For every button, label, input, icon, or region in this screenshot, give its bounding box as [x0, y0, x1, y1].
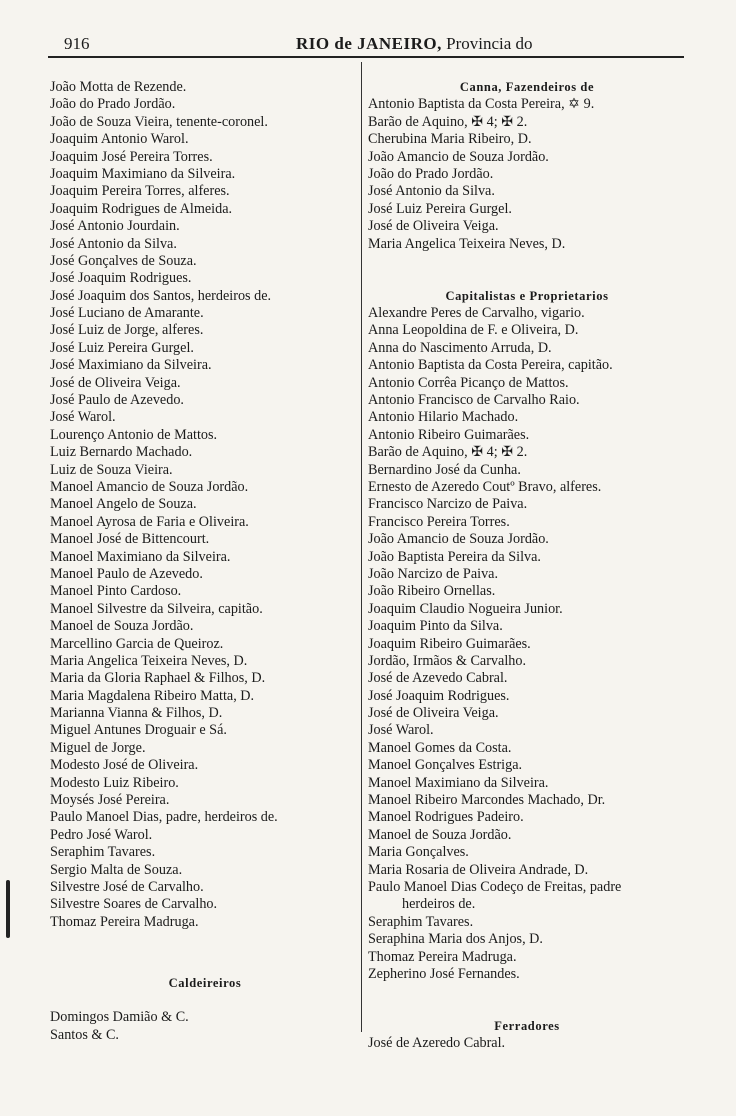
header-rule [48, 56, 684, 58]
spacer [368, 983, 686, 1000]
directory-entry: Marcellino Garcia de Queiroz. [50, 635, 224, 652]
spacer [50, 931, 360, 957]
directory-entry: Manoel Maximiano da Silveira. [50, 548, 231, 565]
directory-entry: José Warol. [50, 409, 116, 426]
directory-entry: Paulo Manoel Dias Codeço de Freitas, padre [368, 878, 622, 895]
directory-entry: José Luiz de Jorge, alferes. [50, 322, 204, 339]
directory-entry: José de Oliveira Veiga. [368, 705, 499, 722]
directory-entry: Silvestre Soares de Carvalho. [50, 896, 218, 913]
directory-entry: Modesto Luiz Ribeiro. [50, 774, 179, 791]
directory-entry: Joaquim Maximiano da Silveira. [50, 165, 236, 182]
directory-entry: Manoel Gomes da Costa. [368, 739, 512, 756]
directory-entry: Seraphim Tavares. [50, 844, 156, 861]
directory-entry: João Baptista Pereira da Silva. [368, 548, 541, 565]
directory-entry: Seraphim Tavares. [368, 913, 474, 930]
directory-entry: Joaquim Rodrigues de Almeida. [50, 200, 233, 217]
page-title [296, 34, 533, 54]
directory-entry: Lourenço Antonio de Mattos. [50, 426, 218, 443]
directory-entry: Barão de Aquino, ✠ 4; ✠ 2. [368, 113, 528, 130]
directory-entry: Cherubina Maria Ribeiro, D. [368, 131, 532, 148]
directory-entry: Manoel José de Bittencourt. [50, 531, 210, 548]
directory-entry: Luiz de Souza Vieira. [50, 461, 173, 478]
directory-entry: José Paulo de Azevedo. [50, 392, 184, 409]
directory-entry: José Joaquim dos Santos, herdeiros de. [50, 287, 272, 304]
directory-entry: João do Prado Jordão. [50, 96, 176, 113]
directory-entry: José Antonio da Silva. [368, 183, 495, 200]
directory-entry: Maria Rosaria de Oliveira Andrade, D. [368, 861, 589, 878]
directory-entry: João Narcizo de Paiva. [368, 565, 499, 582]
directory-entry: Jordão, Irmãos & Carvalho. [368, 652, 526, 669]
directory-entry: Anna Leopoldina de F. e Oliveira, D. [368, 322, 579, 339]
directory-entry: Paulo Manoel Dias, padre, herdeiros de. [50, 809, 278, 826]
directory-entry: Manoel de Souza Jordão. [368, 826, 512, 843]
left-column [50, 79, 360, 1044]
directory-entry: Maria Magdalena Ribeiro Matta, D. [50, 687, 255, 704]
directory-entry: José de Oliveira Veiga. [50, 374, 181, 391]
directory-entry: João do Prado Jordão. [368, 165, 494, 182]
title-city: RIO de JANEIRO, [296, 34, 442, 53]
directory-entry: José Luciano de Amarante. [50, 305, 204, 322]
directory-entry: João de Souza Vieira, tenente-coronel. [50, 113, 268, 130]
directory-entry: Francisco Narcizo de Paiva. [368, 496, 528, 513]
directory-entry: Antonio Francisco de Carvalho Raio. [368, 392, 580, 409]
directory-entry: Manoel Pinto Cardoso. [50, 583, 182, 600]
directory-entry: Miguel Antunes Droguair e Sá. [50, 722, 227, 739]
directory-entry: Manoel Gonçalves Estriga. [368, 757, 523, 774]
directory-entry: Joaquim Pereira Torres, alferes. [50, 183, 230, 200]
directory-entry: Joaquim Claudio Nogueira Junior. [368, 600, 563, 617]
spacer [50, 957, 360, 974]
directory-entry: Modesto José de Oliveira. [50, 757, 199, 774]
directory-entry: José Joaquim Rodrigues. [50, 270, 192, 287]
directory-entry: Francisco Pereira Torres. [368, 513, 510, 530]
spacer [368, 1001, 686, 1018]
section-heading: Capitalistas e Proprietarios [445, 288, 609, 303]
directory-entry: Domingos Damião & C. [50, 1009, 189, 1026]
directory-entry: José Antonio Jourdain. [50, 218, 180, 235]
directory-entry: Santos & C. [50, 1026, 119, 1043]
spacer [50, 992, 360, 1009]
directory-entry: Antonio Baptista da Costa Pereira, capitão. [368, 357, 613, 374]
directory-entry: Maria Angelica Teixeira Neves, D. [50, 652, 248, 669]
directory-entry: Manoel Ribeiro Marcondes Machado, Dr. [368, 792, 606, 809]
page-number: 916 [64, 34, 90, 53]
section-heading: Caldeireiros [168, 975, 242, 990]
directory-entry: João Ribeiro Ornellas. [368, 583, 496, 600]
directory-entry: José Gonçalves de Souza. [50, 252, 197, 269]
directory-entry: Silvestre José de Carvalho. [50, 878, 204, 895]
directory-entry: Joaquim Pinto da Silva. [368, 618, 503, 635]
directory-entry: José de Oliveira Veiga. [368, 218, 499, 235]
directory-entry: Miguel de Jorge. [50, 739, 146, 756]
directory-entry: Seraphina Maria dos Anjos, D. [368, 931, 543, 948]
directory-entry: José Luiz Pereira Gurgel. [368, 200, 512, 217]
directory-entry: Manoel Amancio de Souza Jordão. [50, 478, 249, 495]
directory-entry: Luiz Bernardo Machado. [50, 444, 193, 461]
directory-entry: José Joaquim Rodrigues. [368, 687, 510, 704]
directory-entry: João Amancio de Souza Jordão. [368, 148, 549, 165]
directory-entry: João Amancio de Souza Jordão. [368, 531, 549, 548]
directory-entry: Maria Gonçalves. [368, 844, 469, 861]
page-header [48, 28, 684, 52]
title-province: Provincia do [446, 34, 533, 53]
directory-entry: Antonio Hilario Machado. [368, 409, 519, 426]
directory-entry: Manoel Silvestre da Silveira, capitão. [50, 600, 263, 617]
directory-entry: Manoel Paulo de Azevedo. [50, 565, 203, 582]
directory-entry: José de Azevedo Cabral. [368, 670, 508, 687]
directory-entry: Joaquim Antonio Warol. [50, 131, 189, 148]
directory-entry: Pedro José Warol. [50, 826, 153, 843]
spacer [368, 253, 686, 270]
directory-entry: Manoel Angelo de Souza. [50, 496, 197, 513]
directory-entry: Maria Angelica Teixeira Neves, D. [368, 235, 566, 252]
directory-entry: José de Azeredo Cabral. [368, 1035, 506, 1052]
directory-entry: Joaquim José Pereira Torres. [50, 148, 213, 165]
directory-entry: Zepherino José Fernandes. [368, 965, 520, 982]
directory-entry: Sergio Malta de Souza. [50, 861, 183, 878]
directory-entry: José Warol. [368, 722, 434, 739]
directory-entry: Ernesto de Azeredo Coutº Bravo, alferes. [368, 478, 602, 495]
directory-entry: José Antonio da Silva. [50, 235, 177, 252]
column-divider [361, 62, 362, 1032]
directory-entry: Moysés José Pereira. [50, 792, 170, 809]
directory-entry: José Luiz Pereira Gurgel. [50, 339, 194, 356]
directory-entry: Manoel Rodrigues Padeiro. [368, 809, 524, 826]
directory-entry: Antonio Ribeiro Guimarães. [368, 426, 530, 443]
directory-entry: Manoel de Souza Jordão. [50, 618, 194, 635]
margin-ink-mark [6, 880, 10, 938]
right-column [368, 79, 686, 1053]
directory-entry: Manoel Ayrosa de Faria e Oliveira. [50, 513, 249, 530]
directory-entry: Maria da Gloria Raphael & Filhos, D. [50, 670, 266, 687]
directory-entry: Thomaz Pereira Madruga. [50, 913, 199, 930]
directory-entry: Thomaz Pereira Madruga. [368, 948, 517, 965]
directory-entry: Antonio Baptista da Costa Pereira, ✡ 9. [368, 96, 595, 113]
directory-entry: Marianna Vianna & Filhos, D. [50, 705, 223, 722]
directory-entry: Bernardino José da Cunha. [368, 461, 521, 478]
directory-entry: Alexandre Peres de Carvalho, vigario. [368, 305, 585, 322]
directory-entry: João Motta de Rezende. [50, 79, 187, 95]
section-heading: Ferradores [494, 1019, 560, 1034]
section-heading: Canna, Fazendeiros de [459, 80, 595, 94]
directory-entry: Antonio Corrêa Picanço de Mattos. [368, 374, 569, 391]
directory-entry: José Maximiano da Silveira. [50, 357, 212, 374]
directory-entry: Barão de Aquino, ✠ 4; ✠ 2. [368, 444, 528, 461]
directory-entry: Joaquim Ribeiro Guimarães. [368, 635, 531, 652]
directory-entry: Manoel Maximiano da Silveira. [368, 774, 549, 791]
directory-entry: herdeiros de. [402, 896, 476, 913]
directory-entry: Anna do Nascimento Arruda, D. [368, 339, 552, 356]
spacer [368, 270, 686, 287]
